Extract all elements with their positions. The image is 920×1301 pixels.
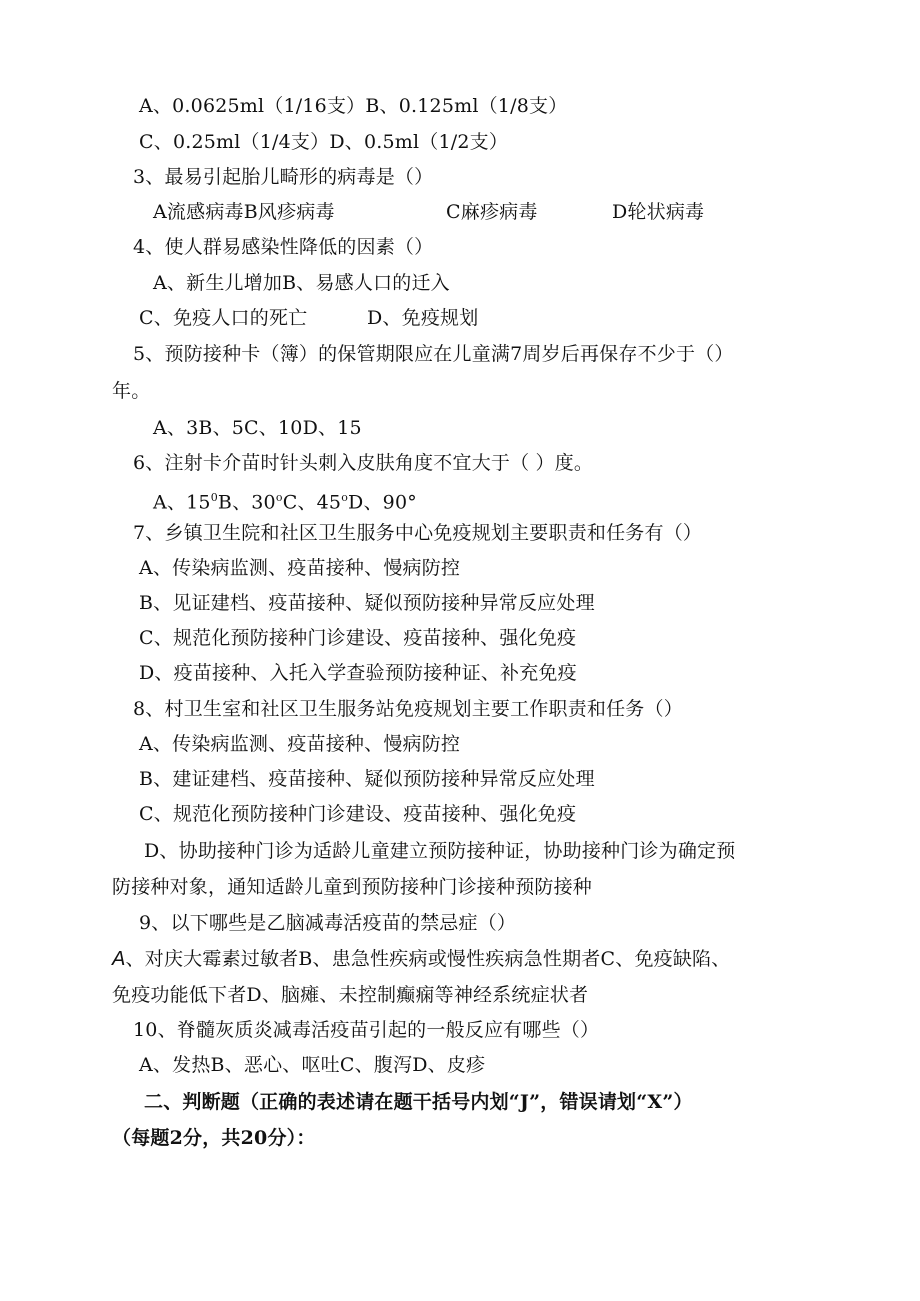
q3-option-ab: A流感病毒B风疹病毒 (153, 201, 335, 223)
q6-option-a: A、15 (153, 491, 211, 514)
q8-option-d-line1: D、协助接种门诊为适龄儿童建立预防接种证，协助接种门诊为确定预 (144, 840, 736, 862)
q4-option-ab: A、新生儿增加B、易感人口的迁入 (153, 272, 450, 294)
q7-option-a: A、传染病监测、疫苗接种、慢病防控 (139, 557, 461, 579)
q2-options-line1: A、0.0625ml（1/16支）B、0.125ml（1/8支） (139, 95, 568, 117)
q9-options-line1-text: 、对庆大霉素过敏者B、患急性疾病或慢性疾病急性期者C、免疫缺陷、 (125, 948, 731, 970)
q10-options: A、发热B、恶心、呕吐C、腹泻D、皮疹 (139, 1054, 486, 1076)
q6-option-a-sup: 0 (210, 491, 218, 504)
q7-option-c: C、规范化预防接种门诊建设、疫苗接种、强化免疫 (139, 627, 577, 649)
q4-option-c: C、免疫人口的死亡 (139, 307, 308, 329)
q10-stem: 10、脊髓灰质炎减毒活疫苗引起的一般反应有哪些（） (133, 1019, 600, 1041)
q3-stem: 3、最易引起胎儿畸形的病毒是（） (133, 166, 434, 188)
q8-stem: 8、村卫生室和社区卫生服务站免疫规划主要工作职责和任务（） (133, 698, 683, 720)
q9-options-line1 (112, 947, 730, 971)
q4-stem: 4、使人群易感染性降低的因素（） (133, 236, 434, 258)
q9-stem: 9、以下哪些是乙脑减毒活疫苗的禁忌症（） (139, 912, 517, 934)
q4-option-d: D、免疫规划 (367, 307, 479, 329)
section2-heading-line2: （每题2分，共20分）： (112, 1127, 316, 1149)
q8-option-b: B、建证建档、疫苗接种、疑似预防接种异常反应处理 (139, 768, 595, 790)
q8-option-c: C、规范化预防接种门诊建设、疫苗接种、强化免疫 (139, 803, 577, 825)
q7-stem: 7、乡镇卫生院和社区卫生服务中心免疫规划主要职责和任务有（） (133, 522, 703, 544)
q6-option-d: D、90° (348, 491, 417, 514)
q8-option-a: A、传染病监测、疫苗接种、慢病防控 (139, 733, 461, 755)
q5-stem-line2: 年。 (112, 380, 151, 402)
q6-option-c-sup: o (341, 491, 349, 504)
q3-option-d: D轮状病毒 (612, 201, 705, 223)
section2-heading-line1: 二、判断题（正确的表述请在题干括号内划“J”，错误请划“X”） (144, 1091, 693, 1113)
q5-options: A、3B、5C、10D、15 (153, 417, 362, 439)
q5-stem-line1: 5、预防接种卡（簿）的保管期限应在儿童满7周岁后再保存不少于（） (133, 343, 734, 365)
q8-option-d-line2: 防接种对象，通知适龄儿童到预防接种门诊接种预防接种 (112, 876, 593, 898)
q2-options-line2: C、0.25ml（1/4支）D、0.5ml（1/2支） (139, 131, 509, 153)
q6-stem: 6、注射卡介苗时针头刺入皮肤角度不宜大于（ ）度。 (133, 452, 594, 474)
q9-options-line2: 免疫功能低下者D、脑瘫、未控制癫痫等神经系统症状者 (112, 984, 589, 1006)
q7-option-b: B、见证建档、疫苗接种、疑似预防接种异常反应处理 (139, 592, 595, 614)
q9-option-letter: A (112, 948, 126, 970)
q6-option-c: C、45 (282, 491, 342, 514)
q6-option-b: B、30 (217, 491, 276, 514)
q3-option-c: C麻疹病毒 (446, 201, 538, 223)
q7-option-d: D、疫苗接种、入托入学查验预防接种证、补充免疫 (139, 662, 577, 684)
q6-options (153, 486, 417, 514)
q6-option-b-sup: o (275, 491, 283, 504)
